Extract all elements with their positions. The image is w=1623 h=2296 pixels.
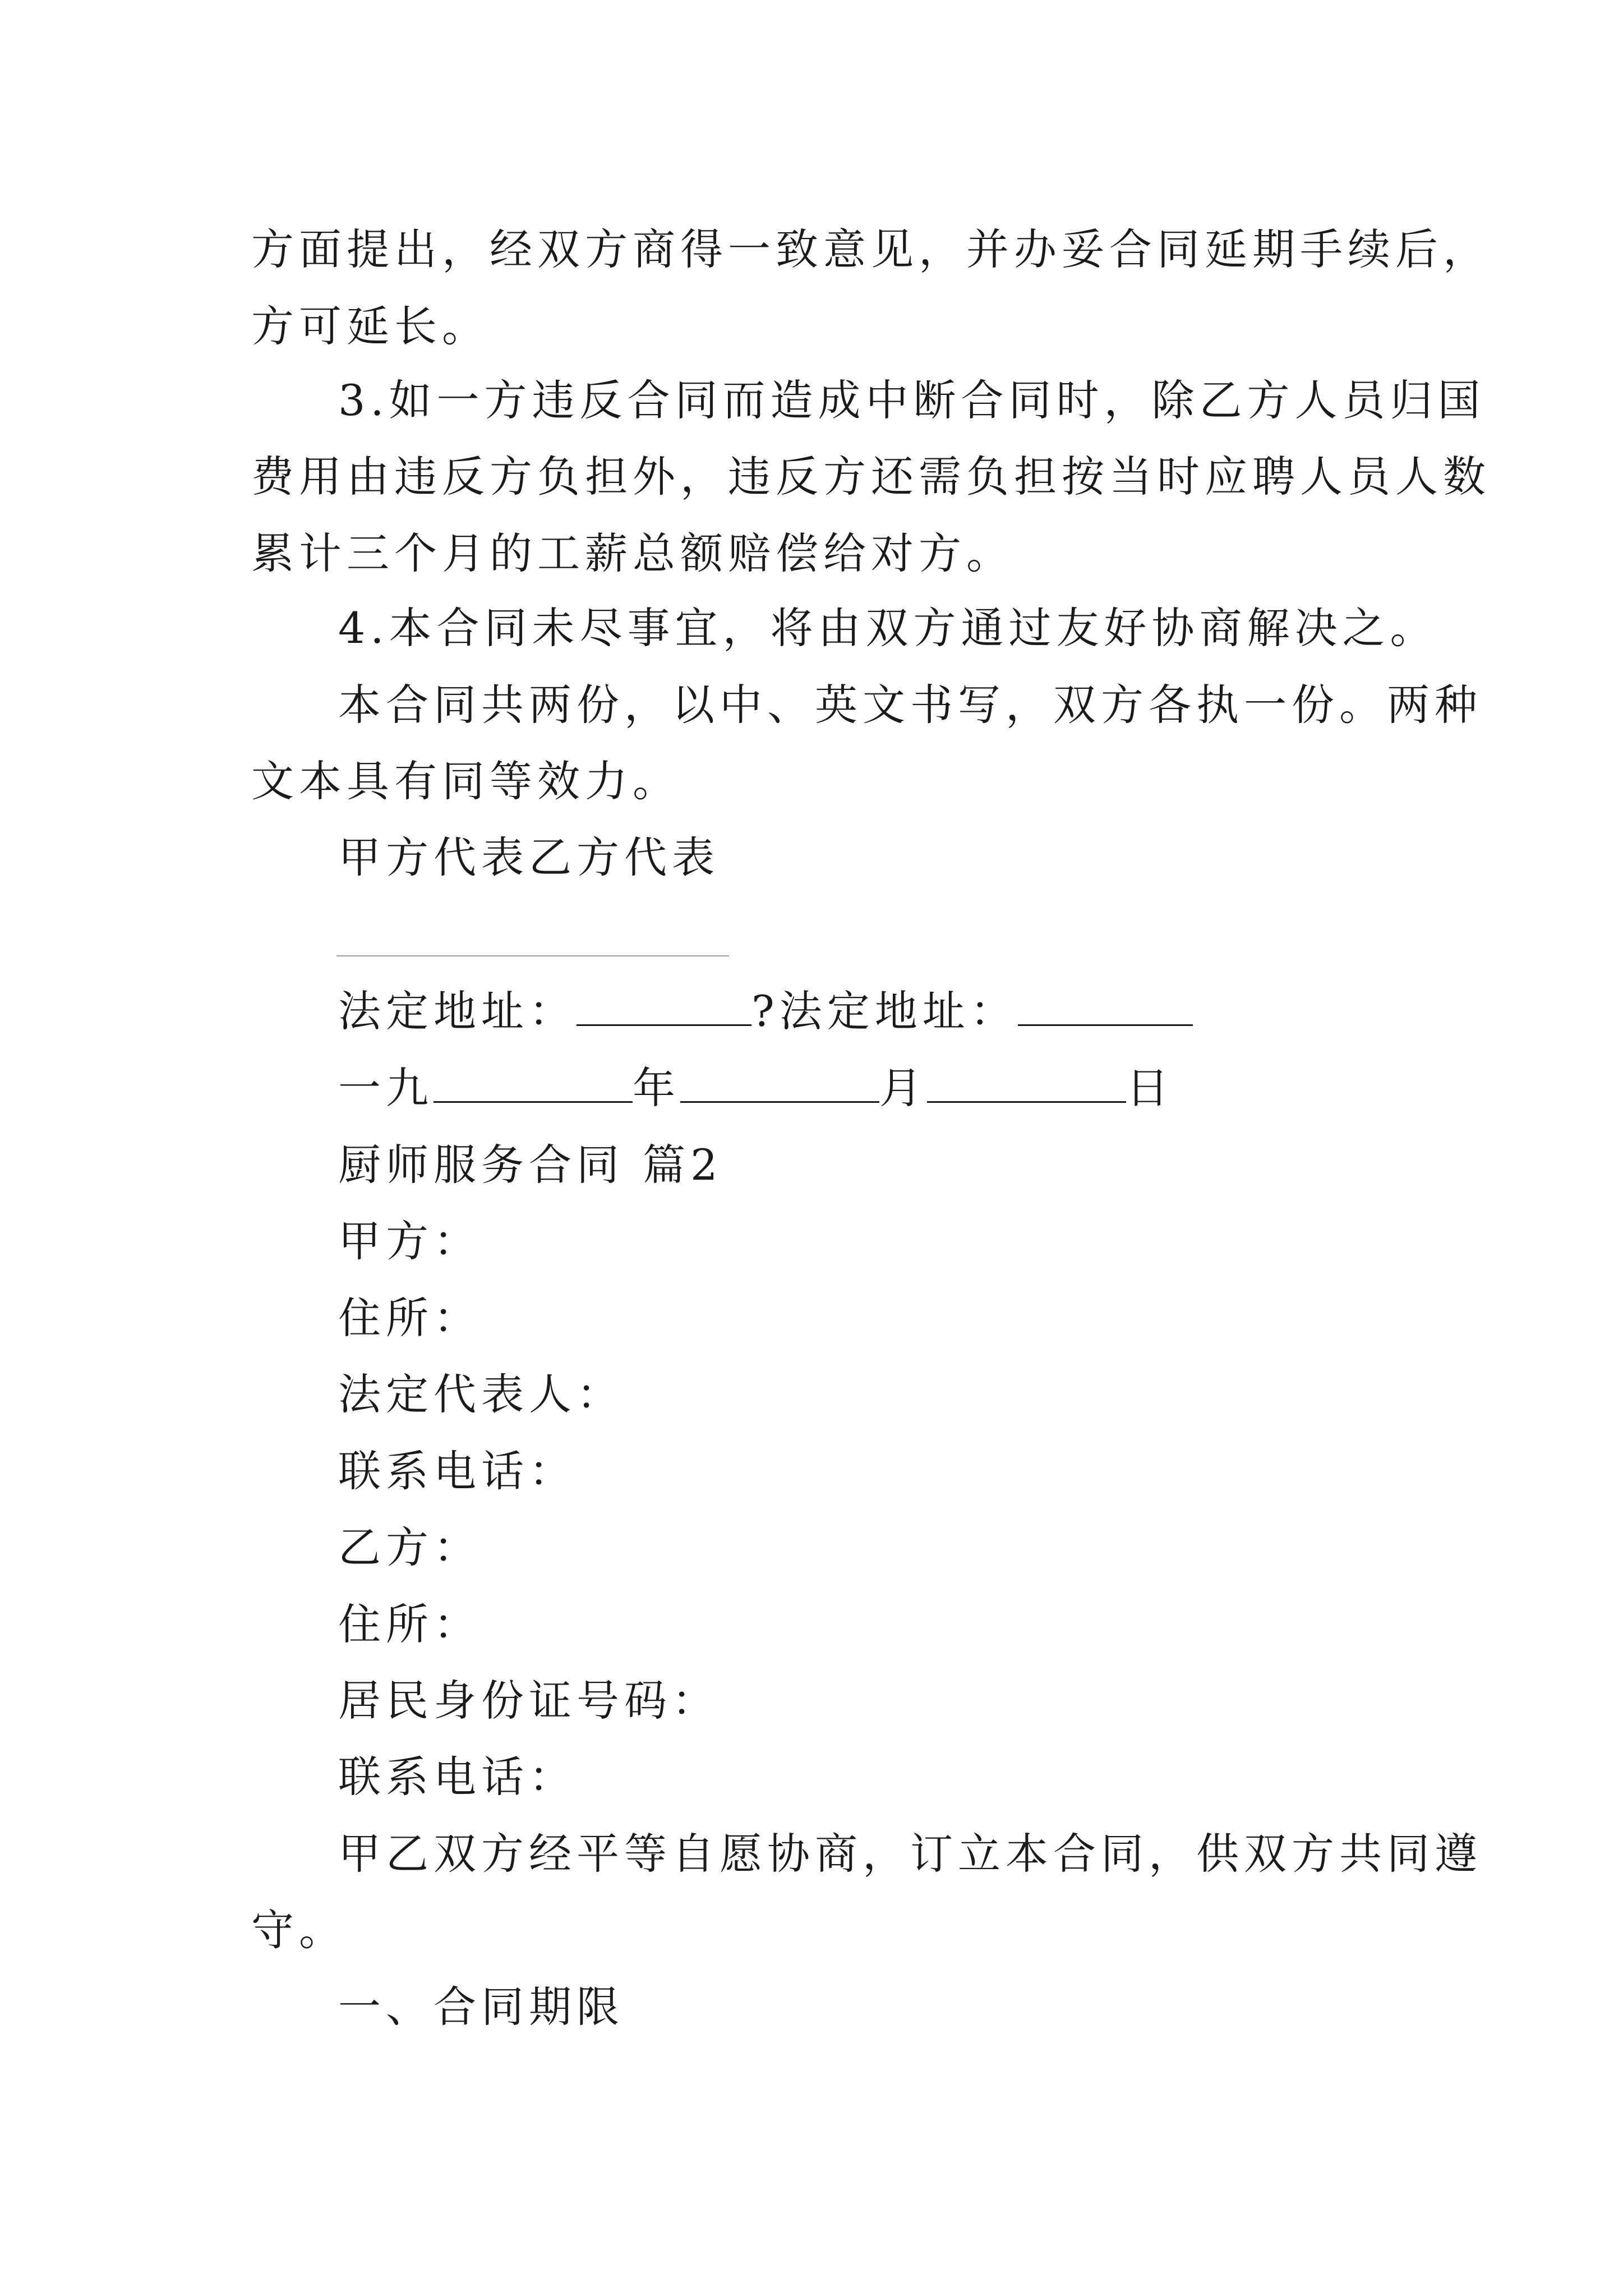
party-b-id-label: 居民身份证号码： [338,1676,720,1726]
party-a-legal-rep-label: 法定代表人： [338,1369,624,1419]
party-a-phone-label: 联系电话： [338,1446,577,1496]
day-blank [927,1062,1126,1103]
party-b-label: 乙方： [338,1522,481,1572]
address-blank-a [577,985,751,1026]
month-blank [680,1062,879,1103]
month-label: 月 [879,1063,927,1113]
address-separator: ? [751,986,780,1036]
address-blank-b [1018,985,1193,1026]
party-a-address-label: 住所： [338,1293,481,1343]
party-b-address-label: 住所： [338,1599,481,1649]
agreement-line: 守。 [251,1905,347,1955]
date-line [338,1060,1174,1116]
date-prefix: 一九 [338,1063,434,1113]
day-label: 日 [1126,1063,1174,1113]
clause-3-line: 费用由违反方负担外，违反方还需负担按当时应聘人员人数 [251,452,1491,501]
representatives-line: 甲方代表乙方代表 [338,832,720,882]
party-a-label: 甲方： [338,1216,481,1266]
year-blank [434,1062,633,1103]
clause-3-line: 累计三个月的工薪总额赔偿给对方。 [251,528,1014,578]
clause-4-line: 4.本合同未尽事宜，将由双方通过友好协商解决之。 [338,603,1438,653]
party-b-phone-label: 联系电话： [338,1752,577,1802]
legal-address-label-a: 法定地址： [338,986,577,1036]
legal-address-label-b: 法定地址： [779,986,1018,1036]
legal-address-line [338,983,1193,1039]
paragraph-line: 方可延长。 [251,301,490,351]
copies-paragraph-line: 文本具有同等效力。 [251,756,680,806]
year-label: 年 [633,1063,680,1113]
signature-line [336,955,729,956]
clause-3-line: 3.如一方违反合同而造成中断合同时，除乙方人员归国 [338,375,1486,425]
paragraph-line: 方面提出，经双方商得一致意见，并办妥合同延期手续后， [251,224,1491,274]
section-1-heading: 一、合同期限 [338,1982,624,2032]
agreement-line: 甲乙双方经平等自愿协商，订立本合同，供双方共同遵 [338,1829,1482,1879]
copies-paragraph-line: 本合同共两份，以中、英文书写，双方各执一份。两种 [338,680,1482,730]
section-heading: 厨师服务合同 篇2 [338,1140,723,1190]
